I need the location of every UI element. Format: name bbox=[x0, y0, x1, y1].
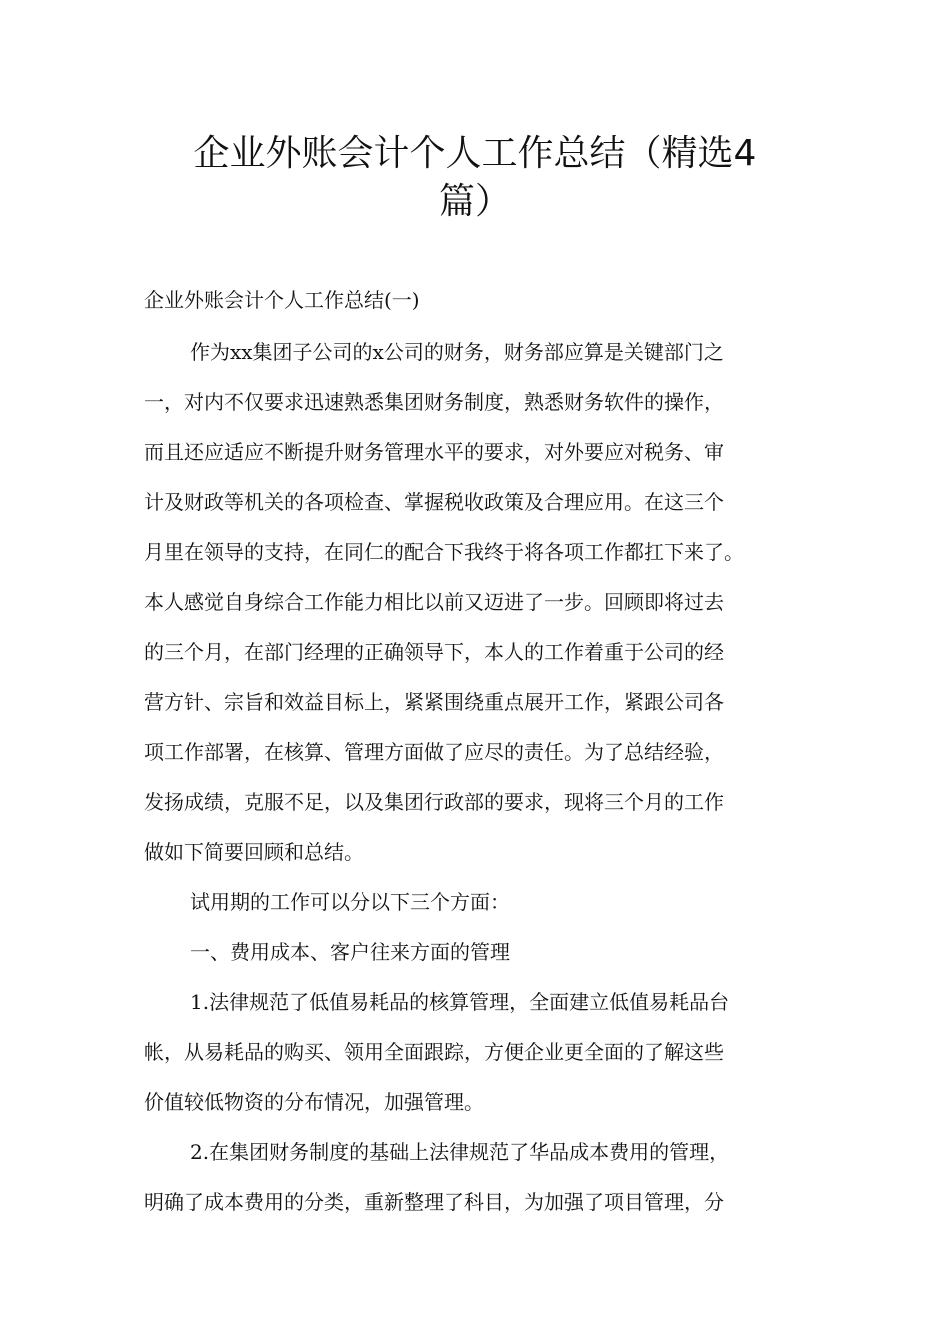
paragraph-1-line: 作为xx集团子公司的x公司的财务，财务部应算是关键部门之 bbox=[190, 340, 724, 364]
item-2-line: 明确了成本费用的分类，重新整理了科目，为加强了项目管理，分 bbox=[144, 1190, 724, 1214]
paragraph-1-line: 一，对内不仅要求迅速熟悉集团财务制度，熟悉财务软件的操作， bbox=[144, 390, 724, 414]
item-1-line: 1.法律规范了低值易耗品的核算管理，全面建立低值易耗品台 bbox=[190, 990, 730, 1014]
paragraph-1-line: 计及财政等机关的各项检查、掌握税收政策及合理应用。在这三个 bbox=[144, 490, 724, 514]
paragraph-1-line: 做如下简要回顾和总结。 bbox=[144, 840, 364, 864]
paragraph-2: 试用期的工作可以分以下三个方面： bbox=[190, 890, 510, 914]
item-1-line: 价值较低物资的分布情况，加强管理。 bbox=[144, 1090, 484, 1114]
paragraph-1-line: 项工作部署，在核算、管理方面做了应尽的责任。为了总结经验， bbox=[144, 740, 724, 764]
paragraph-1-line: 营方针、宗旨和效益目标上，紧紧围绕重点展开工作，紧跟公司各 bbox=[144, 690, 724, 714]
item-1-line: 帐，从易耗品的购买、领用全面跟踪，方便企业更全面的了解这些 bbox=[144, 1040, 724, 1064]
paragraph-1-line: 发扬成绩，克服不足，以及集团行政部的要求，现将三个月的工作 bbox=[144, 790, 724, 814]
paragraph-1-line: 月里在领导的支持，在同仁的配合下我终于将各项工作都扛下来了。 bbox=[144, 540, 744, 564]
paragraph-3-heading: 一、费用成本、客户往来方面的管理 bbox=[190, 940, 510, 964]
paragraph-1-line: 的三个月，在部门经理的正确领导下，本人的工作着重于公司的经 bbox=[144, 640, 724, 664]
item-2-line: 2.在集团财务制度的基础上法律规范了华品成本费用的管理， bbox=[190, 1140, 730, 1164]
paragraph-1-line: 而且还应适应不断提升财务管理水平的要求，对外要应对税务、审 bbox=[144, 440, 724, 464]
document-title-line-2: 篇） bbox=[438, 181, 511, 222]
section-heading: 企业外账会计个人工作总结(一) bbox=[144, 288, 420, 312]
document-title-line-1: 企业外账会计个人工作总结（精选4 bbox=[193, 133, 757, 174]
paragraph-1-line: 本人感觉自身综合工作能力相比以前又迈进了一步。回顾即将过去 bbox=[144, 590, 724, 614]
